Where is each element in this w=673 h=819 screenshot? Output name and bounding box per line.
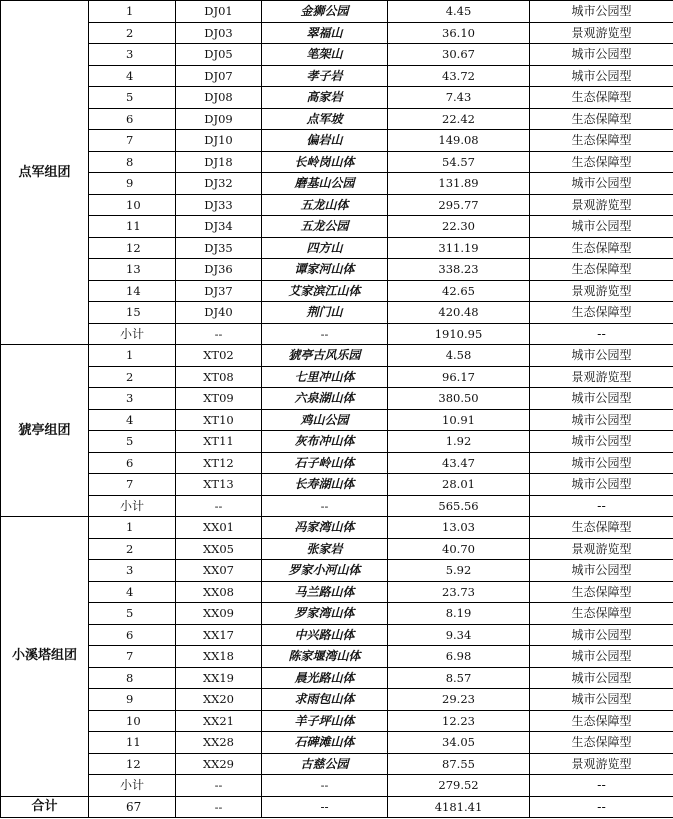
table-row <box>1 538 673 560</box>
row-code: XX05 <box>176 538 262 560</box>
total-code: -- <box>176 796 262 818</box>
row-type: 生态保障型 <box>530 603 673 625</box>
total-row <box>1 796 673 818</box>
row-number: 8 <box>89 667 176 689</box>
row-area: 311.19 <box>388 237 530 259</box>
table-row <box>1 431 673 453</box>
row-name: 鸡山公园 <box>262 409 388 431</box>
row-name: 石子岭山体 <box>262 452 388 474</box>
row-type: 城市公园型 <box>530 431 673 453</box>
row-code: DJ35 <box>176 237 262 259</box>
subtotal-code: -- <box>176 495 262 517</box>
group-name: 点军组团 <box>1 1 89 345</box>
row-number: 4 <box>89 65 176 87</box>
row-number: 1 <box>89 345 176 367</box>
group-name: 小溪塔组团 <box>1 517 89 797</box>
row-number: 11 <box>89 732 176 754</box>
row-area: 30.67 <box>388 44 530 66</box>
row-name: 六泉湖山体 <box>262 388 388 410</box>
table-row <box>1 194 673 216</box>
row-area: 5.92 <box>388 560 530 582</box>
row-number: 7 <box>89 646 176 668</box>
row-area: 28.01 <box>388 474 530 496</box>
row-area: 43.47 <box>388 452 530 474</box>
row-type: 城市公园型 <box>530 173 673 195</box>
row-code: DJ05 <box>176 44 262 66</box>
table-row <box>1 667 673 689</box>
row-type: 景观游览型 <box>530 194 673 216</box>
row-code: DJ10 <box>176 130 262 152</box>
row-area: 420.48 <box>388 302 530 324</box>
row-name: 古慈公园 <box>262 753 388 775</box>
table-row <box>1 452 673 474</box>
total-label: 合计 <box>1 796 89 818</box>
row-area: 13.03 <box>388 517 530 539</box>
row-number: 1 <box>89 517 176 539</box>
row-area: 295.77 <box>388 194 530 216</box>
subtotal-label: 小计 <box>89 323 176 345</box>
row-number: 2 <box>89 366 176 388</box>
table-row <box>1 474 673 496</box>
row-type: 生态保障型 <box>530 517 673 539</box>
table-row <box>1 280 673 302</box>
row-name: 罗家小河山体 <box>262 560 388 582</box>
row-number: 11 <box>89 216 176 238</box>
table-row <box>1 646 673 668</box>
row-name: 荆门山 <box>262 302 388 324</box>
row-type: 生态保障型 <box>530 259 673 281</box>
total-area: 4181.41 <box>388 796 530 818</box>
subtotal-type: -- <box>530 775 673 797</box>
row-type: 城市公园型 <box>530 624 673 646</box>
row-area: 8.19 <box>388 603 530 625</box>
row-area: 34.05 <box>388 732 530 754</box>
row-name: 点军坡 <box>262 108 388 130</box>
row-number: 10 <box>89 194 176 216</box>
subtotal-area: 279.52 <box>388 775 530 797</box>
row-code: XX08 <box>176 581 262 603</box>
row-name: 长寿湖山体 <box>262 474 388 496</box>
row-name: 笔架山 <box>262 44 388 66</box>
row-area: 43.72 <box>388 65 530 87</box>
table-row <box>1 108 673 130</box>
row-number: 5 <box>89 603 176 625</box>
row-number: 4 <box>89 581 176 603</box>
row-type: 景观游览型 <box>530 280 673 302</box>
table-row <box>1 603 673 625</box>
row-code: XX19 <box>176 667 262 689</box>
table-row <box>1 302 673 324</box>
row-code: XX20 <box>176 689 262 711</box>
table-row <box>1 388 673 410</box>
row-type: 城市公园型 <box>530 667 673 689</box>
row-name: 灰布冲山体 <box>262 431 388 453</box>
row-type: 城市公园型 <box>530 216 673 238</box>
table-row <box>1 87 673 109</box>
row-type: 城市公园型 <box>530 409 673 431</box>
row-type: 生态保障型 <box>530 732 673 754</box>
row-type: 城市公园型 <box>530 646 673 668</box>
row-name: 孝子岩 <box>262 65 388 87</box>
row-type: 生态保障型 <box>530 581 673 603</box>
row-area: 96.17 <box>388 366 530 388</box>
row-name: 马兰路山体 <box>262 581 388 603</box>
row-name: 七里冲山体 <box>262 366 388 388</box>
subtotal-name: -- <box>262 323 388 345</box>
row-name: 磨基山公园 <box>262 173 388 195</box>
row-name: 晨光路山体 <box>262 667 388 689</box>
row-area: 8.57 <box>388 667 530 689</box>
row-code: XX21 <box>176 710 262 732</box>
row-area: 87.55 <box>388 753 530 775</box>
row-code: DJ09 <box>176 108 262 130</box>
row-number: 14 <box>89 280 176 302</box>
row-code: XT02 <box>176 345 262 367</box>
row-type: 城市公园型 <box>530 345 673 367</box>
row-name: 冯家湾山体 <box>262 517 388 539</box>
row-name: 石碑滩山体 <box>262 732 388 754</box>
row-code: XT10 <box>176 409 262 431</box>
row-number: 6 <box>89 624 176 646</box>
row-code: XT08 <box>176 366 262 388</box>
table-row <box>1 581 673 603</box>
row-name: 五龙公园 <box>262 216 388 238</box>
table-row <box>1 409 673 431</box>
row-type: 城市公园型 <box>530 44 673 66</box>
row-type: 生态保障型 <box>530 108 673 130</box>
subtotal-row <box>1 323 673 345</box>
table-row <box>1 753 673 775</box>
row-type: 城市公园型 <box>530 474 673 496</box>
total-name: -- <box>262 796 388 818</box>
subtotal-area: 565.56 <box>388 495 530 517</box>
row-type: 城市公园型 <box>530 452 673 474</box>
row-type: 城市公园型 <box>530 689 673 711</box>
table-row <box>1 65 673 87</box>
row-name: 五龙山体 <box>262 194 388 216</box>
row-number: 3 <box>89 388 176 410</box>
row-name: 张家岩 <box>262 538 388 560</box>
table-row <box>1 689 673 711</box>
row-name: 金狮公园 <box>262 1 388 23</box>
subtotal-label: 小计 <box>89 495 176 517</box>
row-area: 4.45 <box>388 1 530 23</box>
table-row <box>1 22 673 44</box>
row-area: 131.89 <box>388 173 530 195</box>
row-type: 城市公园型 <box>530 1 673 23</box>
table-row <box>1 173 673 195</box>
row-type: 生态保障型 <box>530 151 673 173</box>
total-type: -- <box>530 796 673 818</box>
subtotal-type: -- <box>530 495 673 517</box>
row-code: XT12 <box>176 452 262 474</box>
row-number: 10 <box>89 710 176 732</box>
row-number: 13 <box>89 259 176 281</box>
row-type: 城市公园型 <box>530 388 673 410</box>
row-number: 6 <box>89 452 176 474</box>
row-code: DJ18 <box>176 151 262 173</box>
table-row <box>1 151 673 173</box>
table-body <box>1 1 673 818</box>
row-code: XX18 <box>176 646 262 668</box>
row-type: 景观游览型 <box>530 22 673 44</box>
row-area: 149.08 <box>388 130 530 152</box>
row-type: 生态保障型 <box>530 87 673 109</box>
row-name: 羊子坪山体 <box>262 710 388 732</box>
row-name: 陈家堰湾山体 <box>262 646 388 668</box>
row-code: DJ07 <box>176 65 262 87</box>
table-row <box>1 624 673 646</box>
row-name: 偏岩山 <box>262 130 388 152</box>
row-code: XX01 <box>176 517 262 539</box>
row-type: 城市公园型 <box>530 65 673 87</box>
table-row <box>1 1 673 23</box>
row-name: 长岭岗山体 <box>262 151 388 173</box>
row-area: 54.57 <box>388 151 530 173</box>
row-area: 22.30 <box>388 216 530 238</box>
row-number: 9 <box>89 173 176 195</box>
row-number: 3 <box>89 44 176 66</box>
row-number: 4 <box>89 409 176 431</box>
subtotal-type: -- <box>530 323 673 345</box>
row-code: XX17 <box>176 624 262 646</box>
row-type: 生态保障型 <box>530 237 673 259</box>
row-code: DJ40 <box>176 302 262 324</box>
group-name: 猇亭组团 <box>1 345 89 517</box>
row-code: XX07 <box>176 560 262 582</box>
row-number: 1 <box>89 1 176 23</box>
row-number: 5 <box>89 87 176 109</box>
row-number: 15 <box>89 302 176 324</box>
row-number: 7 <box>89 130 176 152</box>
row-area: 40.70 <box>388 538 530 560</box>
row-number: 2 <box>89 538 176 560</box>
row-type: 生态保障型 <box>530 710 673 732</box>
row-code: DJ37 <box>176 280 262 302</box>
row-area: 29.23 <box>388 689 530 711</box>
row-name: 翠福山 <box>262 22 388 44</box>
row-code: XX29 <box>176 753 262 775</box>
row-number: 2 <box>89 22 176 44</box>
subtotal-row <box>1 775 673 797</box>
row-name: 四方山 <box>262 237 388 259</box>
row-code: DJ08 <box>176 87 262 109</box>
table-row <box>1 259 673 281</box>
row-code: DJ32 <box>176 173 262 195</box>
row-code: DJ03 <box>176 22 262 44</box>
table-row <box>1 732 673 754</box>
subtotal-code: -- <box>176 775 262 797</box>
subtotal-label: 小计 <box>89 775 176 797</box>
subtotal-name: -- <box>262 495 388 517</box>
subtotal-area: 1910.95 <box>388 323 530 345</box>
row-number: 3 <box>89 560 176 582</box>
row-code: DJ01 <box>176 1 262 23</box>
row-type: 景观游览型 <box>530 538 673 560</box>
row-area: 6.98 <box>388 646 530 668</box>
row-type: 生态保障型 <box>530 302 673 324</box>
row-code: XX28 <box>176 732 262 754</box>
row-number: 5 <box>89 431 176 453</box>
row-number: 12 <box>89 237 176 259</box>
subtotal-name: -- <box>262 775 388 797</box>
row-area: 23.73 <box>388 581 530 603</box>
row-code: XX09 <box>176 603 262 625</box>
row-code: XT11 <box>176 431 262 453</box>
table-row <box>1 216 673 238</box>
row-area: 10.91 <box>388 409 530 431</box>
row-area: 338.23 <box>388 259 530 281</box>
row-number: 7 <box>89 474 176 496</box>
subtotal-code: -- <box>176 323 262 345</box>
row-number: 12 <box>89 753 176 775</box>
row-number: 8 <box>89 151 176 173</box>
table-row <box>1 44 673 66</box>
row-area: 9.34 <box>388 624 530 646</box>
row-code: DJ36 <box>176 259 262 281</box>
row-name: 求雨包山体 <box>262 689 388 711</box>
row-area: 380.50 <box>388 388 530 410</box>
row-number: 9 <box>89 689 176 711</box>
table-row <box>1 345 673 367</box>
row-area: 7.43 <box>388 87 530 109</box>
row-area: 22.42 <box>388 108 530 130</box>
row-name: 猇亭古风乐园 <box>262 345 388 367</box>
row-area: 12.23 <box>388 710 530 732</box>
subtotal-row <box>1 495 673 517</box>
table-row <box>1 130 673 152</box>
total-count: 67 <box>89 796 176 818</box>
table-row <box>1 560 673 582</box>
row-area: 1.92 <box>388 431 530 453</box>
row-code: DJ34 <box>176 216 262 238</box>
row-name: 罗家湾山体 <box>262 603 388 625</box>
row-area: 36.10 <box>388 22 530 44</box>
row-name: 中兴路山体 <box>262 624 388 646</box>
row-type: 城市公园型 <box>530 560 673 582</box>
table-row <box>1 366 673 388</box>
row-area: 4.58 <box>388 345 530 367</box>
row-code: XT13 <box>176 474 262 496</box>
row-name: 谭家河山体 <box>262 259 388 281</box>
row-type: 景观游览型 <box>530 753 673 775</box>
row-name: 高家岩 <box>262 87 388 109</box>
row-code: DJ33 <box>176 194 262 216</box>
table-row <box>1 710 673 732</box>
row-area: 42.65 <box>388 280 530 302</box>
row-code: XT09 <box>176 388 262 410</box>
row-number: 6 <box>89 108 176 130</box>
table-row <box>1 517 673 539</box>
row-name: 艾家滨江山体 <box>262 280 388 302</box>
table-row <box>1 237 673 259</box>
row-type: 生态保障型 <box>530 130 673 152</box>
row-type: 景观游览型 <box>530 366 673 388</box>
